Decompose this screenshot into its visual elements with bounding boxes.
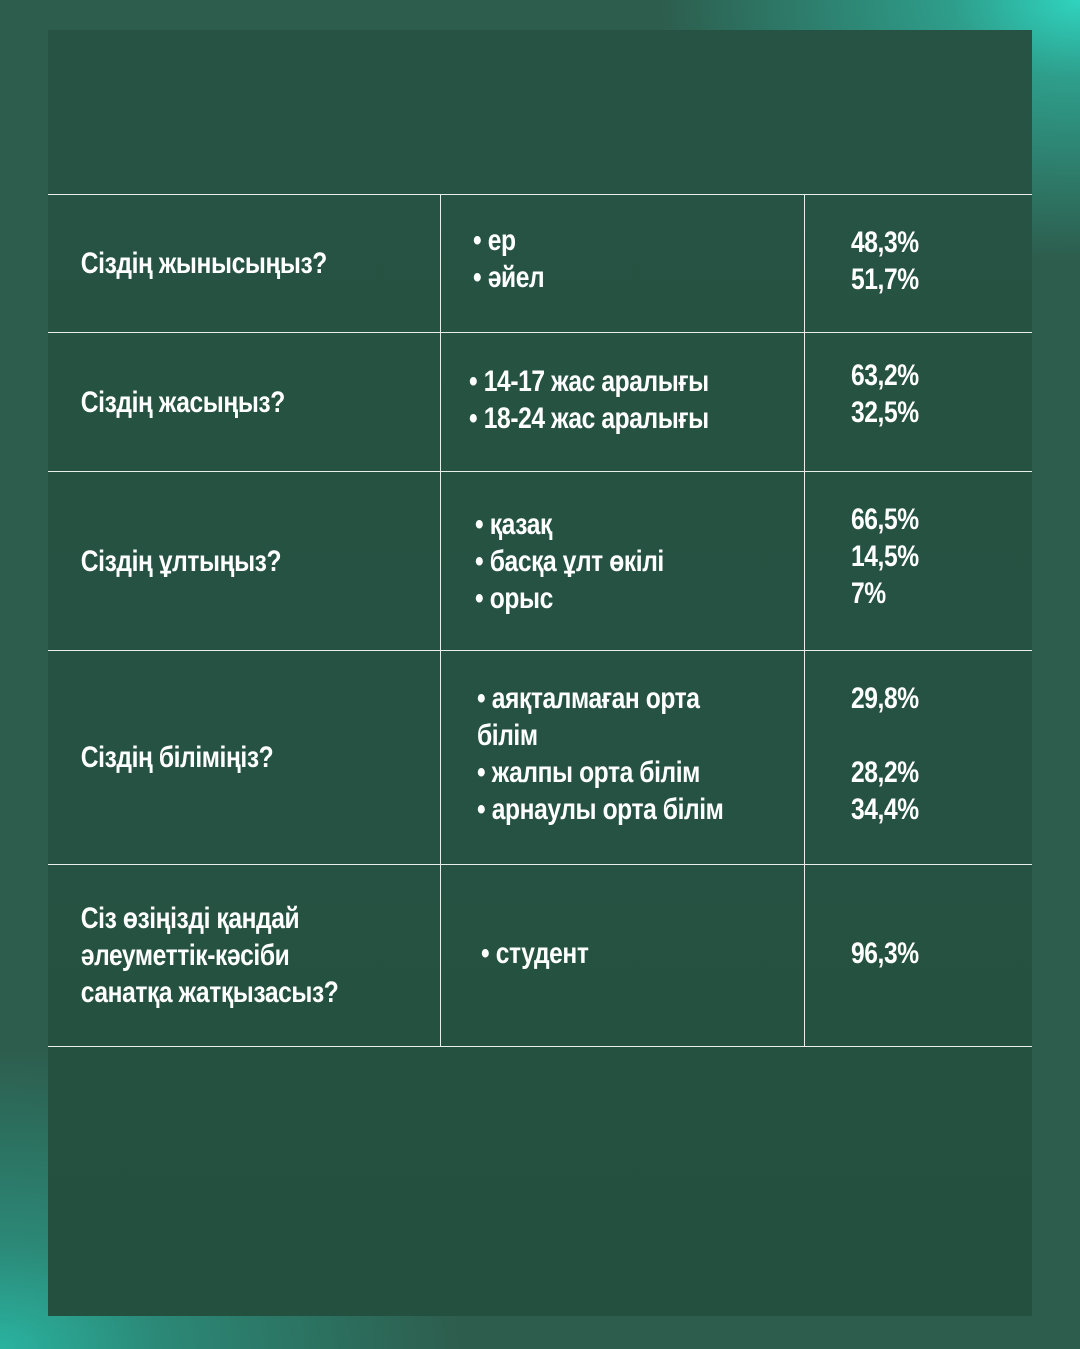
percent-value: 48,3% bbox=[850, 225, 919, 259]
answer-item: • басқа ұлт өкілі bbox=[474, 544, 664, 578]
question-text-line: әлеуметтік-кәсіби bbox=[80, 939, 290, 972]
question-text-line: санатқа жатқызасыз? bbox=[80, 976, 339, 1009]
answer-item: • аяқталмаған орта bbox=[476, 681, 700, 715]
answer-item: • қазақ bbox=[474, 507, 552, 541]
percent-value: 32,5% bbox=[850, 396, 919, 429]
question-cell bbox=[48, 865, 440, 1047]
percent-value: 14,5% bbox=[850, 539, 919, 573]
answer-cell bbox=[440, 195, 804, 333]
answer-item: • 14-17 жас аралығы bbox=[468, 365, 709, 398]
table-row bbox=[48, 195, 1032, 333]
question-text-line: Сіз өзіңізді қандай bbox=[80, 902, 300, 935]
answer-item: • ер bbox=[472, 223, 516, 257]
question-text: Сіздің біліміңіз? bbox=[80, 741, 274, 774]
answer-item: • жалпы орта білім bbox=[476, 755, 700, 789]
survey-results-table bbox=[48, 194, 1032, 1047]
answer-item: • студент bbox=[480, 937, 589, 970]
table-row bbox=[48, 472, 1032, 651]
question-cell bbox=[48, 651, 440, 865]
percent-value: 96,3% bbox=[850, 937, 919, 970]
percent-value: 7% bbox=[850, 576, 886, 610]
table-row bbox=[48, 651, 1032, 865]
percent-cell bbox=[804, 865, 1032, 1047]
table-row bbox=[48, 865, 1032, 1047]
question-cell bbox=[48, 472, 440, 651]
question-text: Сіздің жынысыңыз? bbox=[80, 247, 327, 280]
percent-value: 34,4% bbox=[850, 792, 919, 826]
question-text: Сіздің ұлтыңыз? bbox=[80, 544, 282, 578]
answer-cell bbox=[440, 333, 804, 472]
answer-cell bbox=[440, 865, 804, 1047]
answer-item: • орыс bbox=[474, 581, 553, 615]
percent-value: 51,7% bbox=[850, 262, 919, 296]
percent-value: 28,2% bbox=[850, 755, 919, 789]
answer-item: • арнаулы орта білім bbox=[476, 792, 723, 826]
percent-cell bbox=[804, 333, 1032, 472]
table-row bbox=[48, 333, 1032, 472]
percent-cell bbox=[804, 651, 1032, 865]
percent-cell bbox=[804, 472, 1032, 651]
question-cell bbox=[48, 195, 440, 333]
percent-value: 29,8% bbox=[850, 681, 919, 715]
percent-value: 66,5% bbox=[850, 502, 919, 536]
answer-item-continuation: білім bbox=[476, 718, 538, 752]
percent-value: 63,2% bbox=[850, 359, 919, 392]
answer-cell bbox=[440, 651, 804, 865]
question-cell bbox=[48, 333, 440, 472]
question-text: Сіздің жасыңыз? bbox=[80, 385, 285, 419]
percent-cell bbox=[804, 195, 1032, 333]
answer-item: • әйел bbox=[472, 260, 544, 294]
answer-item: • 18-24 жас аралығы bbox=[468, 402, 709, 435]
answer-cell bbox=[440, 472, 804, 651]
